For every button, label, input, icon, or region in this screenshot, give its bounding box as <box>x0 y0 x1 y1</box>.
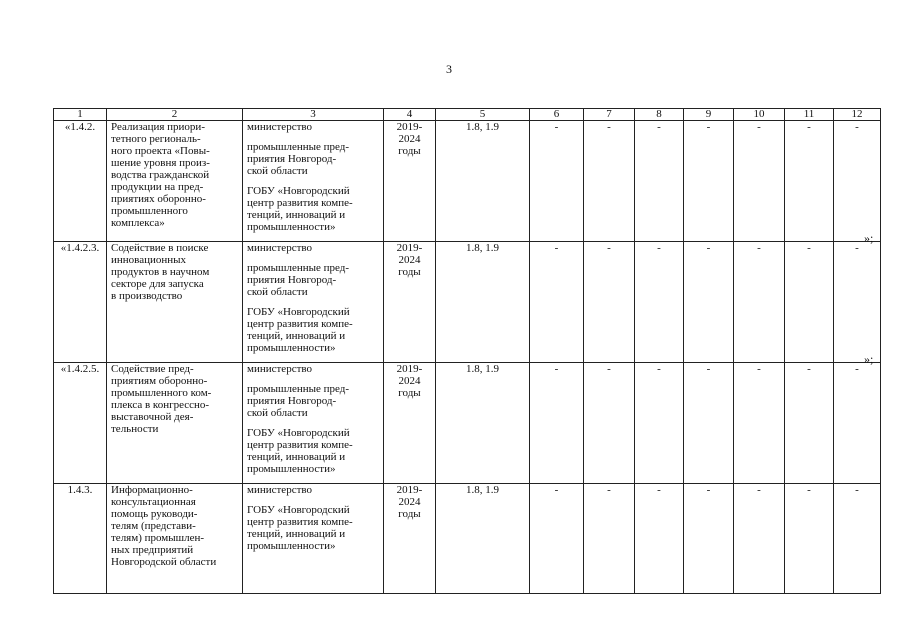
responsible-party: министерство <box>247 363 313 375</box>
responsible-party: ГОБУ «Новгородский центр развития компе- тенций, инноваций и промышленности» <box>247 504 353 552</box>
table-row <box>54 363 881 484</box>
header-cell-4: 4 <box>384 109 436 121</box>
value-cell: - <box>834 242 881 363</box>
value-cell: - <box>584 484 635 594</box>
table-row <box>54 121 881 242</box>
header-cell-1: 1 <box>54 109 107 121</box>
plan-table <box>53 108 881 594</box>
value-cell: - <box>684 484 734 594</box>
value-cell: - <box>834 121 881 242</box>
years: 2019- 2024 годы <box>384 242 436 363</box>
responsible-parties <box>243 242 384 363</box>
responsible-party: ГОБУ «Новгородский центр развития компе- тенций, инноваций и промышленности» <box>247 306 353 354</box>
value-cell: - <box>635 242 684 363</box>
value-cell: - <box>785 242 834 363</box>
value-cell: - <box>530 242 584 363</box>
page-number: 3 <box>446 62 452 76</box>
responsible-party: промышленные пред- приятия Новгород- ской области <box>247 262 350 298</box>
item-number: 1.4.3. <box>54 484 107 594</box>
value-cell: - <box>834 363 881 484</box>
item-name: Содействие пред- приятиям оборонно- промышленного ком- плекса в конгрессно- выставочной дея- тельности <box>107 363 243 484</box>
value-cell: - <box>785 121 834 242</box>
responsible-parties <box>243 121 384 242</box>
table-row <box>54 484 881 594</box>
responsible-party: промышленные пред- приятия Новгород- ской области <box>247 383 350 419</box>
item-number: «1.4.2.5. <box>54 363 107 484</box>
header-cell-3: 3 <box>243 109 384 121</box>
value-cell: - <box>635 363 684 484</box>
value-cell: - <box>684 363 734 484</box>
value-cell: - <box>734 242 785 363</box>
row-closing-mark: »; <box>864 231 874 245</box>
header-cell-11: 11 <box>785 109 834 121</box>
value-cell: - <box>834 484 881 594</box>
indicators: 1.8, 1.9 <box>436 121 530 242</box>
item-number: «1.4.2.3. <box>54 242 107 363</box>
years: 2019- 2024 годы <box>384 121 436 242</box>
header-cell-5: 5 <box>436 109 530 121</box>
table-row <box>54 242 881 363</box>
indicators: 1.8, 1.9 <box>436 484 530 594</box>
value-cell: - <box>530 363 584 484</box>
header-cell-6: 6 <box>530 109 584 121</box>
item-number: «1.4.2. <box>54 121 107 242</box>
value-cell: - <box>684 242 734 363</box>
responsible-party: ГОБУ «Новгородский центр развития компе- тенций, инноваций и промышленности» <box>247 427 353 475</box>
value-cell: - <box>530 484 584 594</box>
header-cell-10: 10 <box>734 109 785 121</box>
header-cell-12: 12 <box>834 109 881 121</box>
years: 2019- 2024 годы <box>384 484 436 594</box>
responsible-party: министерство <box>247 484 313 496</box>
years: 2019- 2024 годы <box>384 363 436 484</box>
indicators: 1.8, 1.9 <box>436 242 530 363</box>
value-cell: - <box>785 363 834 484</box>
responsible-party: министерство <box>247 121 313 133</box>
value-cell: - <box>734 363 785 484</box>
header-cell-8: 8 <box>635 109 684 121</box>
value-cell: - <box>635 484 684 594</box>
header-row <box>54 109 881 121</box>
value-cell: - <box>734 121 785 242</box>
value-cell: - <box>584 363 635 484</box>
responsible-parties <box>243 363 384 484</box>
item-name: Реализация приори- тетного региональ- ного проекта «Повы- шение уровня произ- водства гражданской продукции на пред- приятиях оборонно- промышленного комплекса» <box>107 121 243 242</box>
value-cell: - <box>584 242 635 363</box>
responsible-party: промышленные пред- приятия Новгород- ской области <box>247 141 350 177</box>
responsible-parties <box>243 484 384 594</box>
header-cell-9: 9 <box>684 109 734 121</box>
item-name: Содействие в поиске инновационных продуктов в научном секторе для запуска в производство <box>107 242 243 363</box>
indicators: 1.8, 1.9 <box>436 363 530 484</box>
responsible-party: министерство <box>247 242 313 254</box>
value-cell: - <box>635 121 684 242</box>
value-cell: - <box>684 121 734 242</box>
value-cell: - <box>584 121 635 242</box>
value-cell: - <box>785 484 834 594</box>
value-cell: - <box>734 484 785 594</box>
value-cell: - <box>530 121 584 242</box>
row-closing-mark: »; <box>864 352 874 366</box>
item-name: Информационно- консультационная помощь руководи- телям (представи- телям) промышлен- ных предприятий Новгородской области <box>107 484 243 594</box>
header-cell-2: 2 <box>107 109 243 121</box>
header-cell-7: 7 <box>584 109 635 121</box>
responsible-party: ГОБУ «Новгородский центр развития компе- тенций, инноваций и промышленности» <box>247 185 353 233</box>
